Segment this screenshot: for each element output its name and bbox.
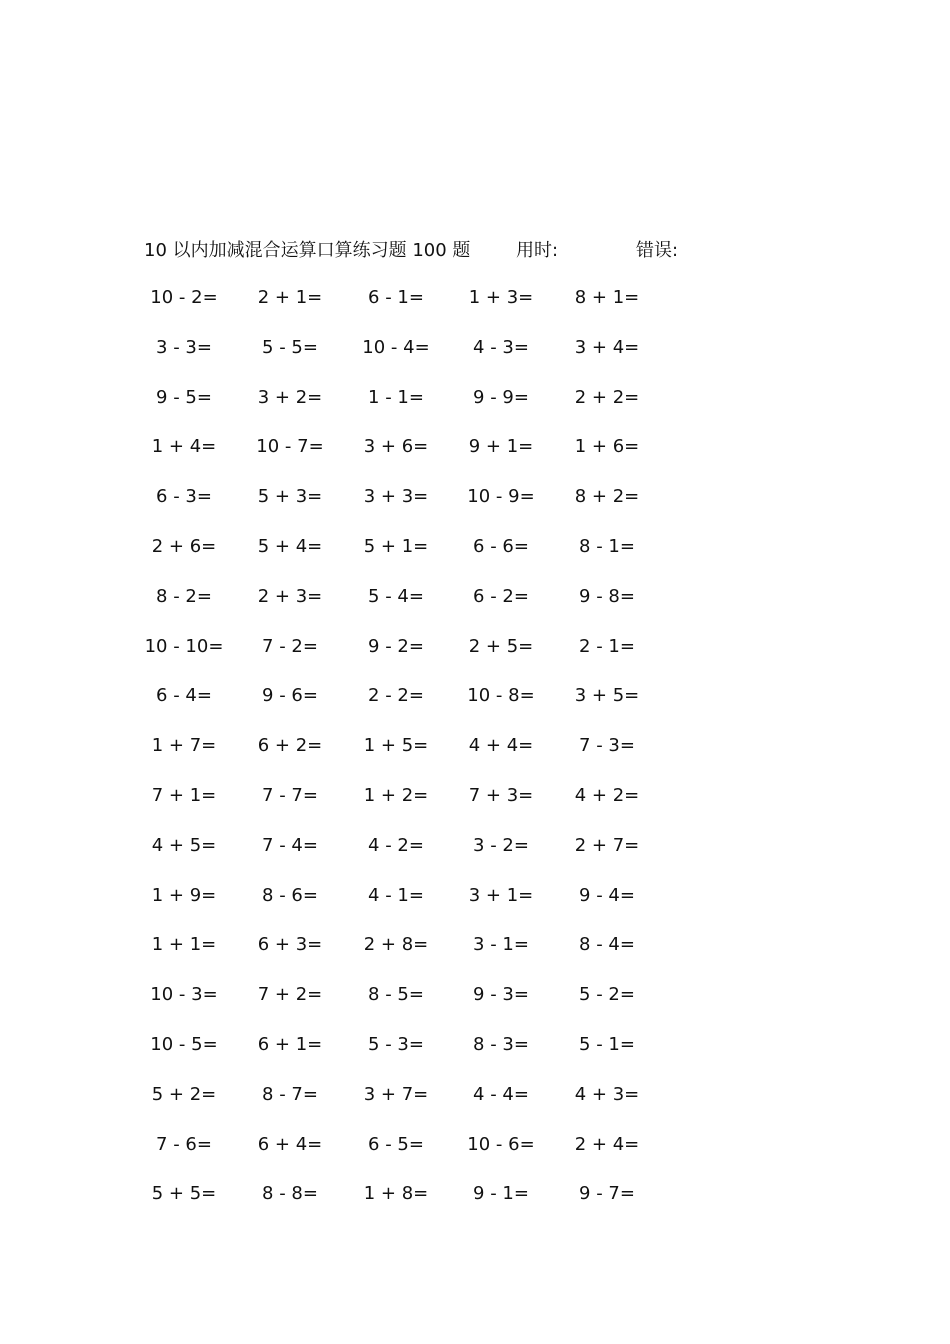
- problem-item: 8 - 5=: [368, 984, 424, 1006]
- problem-item: 10 - 9=: [467, 486, 535, 508]
- problem-item: 10 - 3=: [150, 984, 218, 1006]
- problem-item: 4 - 1=: [368, 884, 424, 906]
- problem-row: [144, 632, 684, 682]
- problem-row: [144, 383, 684, 433]
- problem-item: 8 - 4=: [579, 934, 635, 956]
- problem-row: [144, 930, 684, 980]
- problem-item: 6 - 3=: [156, 486, 212, 508]
- problem-item: 3 + 4=: [574, 336, 640, 358]
- problem-item: 3 + 7=: [363, 1083, 429, 1105]
- problem-item: 1 + 8=: [363, 1183, 429, 1205]
- problem-item: 10 - 10=: [144, 635, 224, 657]
- problem-item: 1 + 7=: [151, 735, 217, 757]
- problem-item: 9 - 8=: [579, 585, 635, 607]
- problem-row: [144, 681, 684, 731]
- problem-item: 7 - 7=: [262, 784, 318, 806]
- problem-item: 9 - 1=: [473, 1183, 529, 1205]
- problem-item: 6 + 2=: [257, 735, 323, 757]
- problem-item: 5 - 5=: [262, 336, 318, 358]
- problem-item: 9 - 7=: [579, 1183, 635, 1205]
- problem-item: 2 - 2=: [368, 685, 424, 707]
- problem-item: 3 + 3=: [363, 486, 429, 508]
- problem-item: 10 - 5=: [150, 1033, 218, 1055]
- problem-item: 6 + 4=: [257, 1133, 323, 1155]
- problem-row: [144, 881, 684, 931]
- problem-item: 7 - 2=: [262, 635, 318, 657]
- problem-item: 1 + 1=: [151, 934, 217, 956]
- problem-item: 3 - 3=: [156, 336, 212, 358]
- problem-item: 3 - 1=: [473, 934, 529, 956]
- worksheet-header: [144, 236, 764, 264]
- problem-item: 10 - 2=: [150, 287, 218, 308]
- problem-item: 9 - 9=: [473, 386, 529, 408]
- problem-item: 2 + 6=: [151, 535, 217, 557]
- problem-row: [144, 731, 684, 781]
- problem-item: 5 - 4=: [368, 585, 424, 607]
- problem-item: 3 + 1=: [468, 884, 534, 906]
- time-label: 用时:: [516, 240, 559, 261]
- problem-item: 4 - 3=: [473, 336, 529, 358]
- problem-item: 6 - 1=: [368, 287, 424, 308]
- problem-item: 6 + 3=: [257, 934, 323, 956]
- problem-item: 8 - 2=: [156, 585, 212, 607]
- problem-item: 5 + 3=: [257, 486, 323, 508]
- problem-item: 1 + 2=: [363, 784, 429, 806]
- problem-item: 6 - 5=: [368, 1133, 424, 1155]
- problem-row: [144, 482, 684, 532]
- problem-row: [144, 333, 684, 383]
- problem-item: 5 + 5=: [151, 1183, 217, 1205]
- problem-item: 2 - 1=: [579, 635, 635, 657]
- problem-item: 5 + 4=: [257, 535, 323, 557]
- problem-row: [144, 1030, 684, 1080]
- problem-item: 7 - 6=: [156, 1133, 212, 1155]
- problem-item: 4 + 4=: [468, 735, 534, 757]
- problem-item: 5 - 3=: [368, 1033, 424, 1055]
- problem-item: 4 + 5=: [151, 834, 217, 856]
- problem-item: 9 + 1=: [468, 436, 534, 458]
- problem-item: 8 + 1=: [574, 287, 640, 308]
- problem-item: 7 - 4=: [262, 834, 318, 856]
- problem-item: 8 - 3=: [473, 1033, 529, 1055]
- problem-item: 8 - 6=: [262, 884, 318, 906]
- problem-item: 3 + 2=: [257, 386, 323, 408]
- error-label: 错误:: [636, 240, 679, 261]
- problem-item: 7 + 2=: [257, 984, 323, 1006]
- problem-item: 7 - 3=: [579, 735, 635, 757]
- problem-item: 2 + 3=: [257, 585, 323, 607]
- problem-item: 1 + 3=: [468, 287, 534, 308]
- problem-item: 1 + 9=: [151, 884, 217, 906]
- problem-item: 6 - 4=: [156, 685, 212, 707]
- problem-grid: [144, 283, 684, 1229]
- problem-item: 10 - 4=: [362, 336, 430, 358]
- problem-row: [144, 831, 684, 881]
- problem-item: 1 + 4=: [151, 436, 217, 458]
- problem-item: 3 + 5=: [574, 685, 640, 707]
- problem-item: 7 + 1=: [151, 784, 217, 806]
- problem-item: 8 - 7=: [262, 1083, 318, 1105]
- problem-item: 5 + 2=: [151, 1083, 217, 1105]
- problem-item: 10 - 8=: [467, 685, 535, 707]
- problem-item: 6 - 2=: [473, 585, 529, 607]
- problem-item: 1 - 1=: [368, 386, 424, 408]
- problem-item: 9 - 5=: [156, 386, 212, 408]
- problem-item: 1 + 5=: [363, 735, 429, 757]
- problem-row: [144, 432, 684, 482]
- problem-item: 3 - 2=: [473, 834, 529, 856]
- problem-item: 6 - 6=: [473, 535, 529, 557]
- problem-item: 8 - 8=: [262, 1183, 318, 1205]
- problem-row: [144, 980, 684, 1030]
- problem-row: [144, 1080, 684, 1130]
- problem-item: 10 - 7=: [256, 436, 324, 458]
- problem-item: 8 - 1=: [579, 535, 635, 557]
- problem-item: 5 + 1=: [363, 535, 429, 557]
- problem-item: 2 + 5=: [468, 635, 534, 657]
- problem-row: [144, 1179, 684, 1229]
- worksheet-title: 10 以内加减混合运算口算练习题 100 题: [144, 240, 471, 261]
- problem-item: 10 - 6=: [467, 1133, 535, 1155]
- problem-item: 2 + 4=: [574, 1133, 640, 1155]
- problem-item: 6 + 1=: [257, 1033, 323, 1055]
- problem-item: 2 + 8=: [363, 934, 429, 956]
- problem-item: 9 - 6=: [262, 685, 318, 707]
- problem-item: 9 - 4=: [579, 884, 635, 906]
- problem-item: 2 + 7=: [574, 834, 640, 856]
- problem-item: 5 - 2=: [579, 984, 635, 1006]
- problem-item: 2 + 1=: [257, 287, 323, 308]
- problem-item: 2 + 2=: [574, 386, 640, 408]
- problem-item: 4 + 3=: [574, 1083, 640, 1105]
- problem-item: 8 + 2=: [574, 486, 640, 508]
- problem-item: 1 + 6=: [574, 436, 640, 458]
- problem-row: [144, 283, 684, 333]
- problem-item: 7 + 3=: [468, 784, 534, 806]
- problem-item: 3 + 6=: [363, 436, 429, 458]
- problem-row: [144, 781, 684, 831]
- problem-item: 9 - 3=: [473, 984, 529, 1006]
- problem-item: 4 - 2=: [368, 834, 424, 856]
- problem-item: 9 - 2=: [368, 635, 424, 657]
- problem-row: [144, 532, 684, 582]
- problem-row: [144, 582, 684, 632]
- problem-item: 4 + 2=: [574, 784, 640, 806]
- problem-item: 5 - 1=: [579, 1033, 635, 1055]
- problem-item: 4 - 4=: [473, 1083, 529, 1105]
- problem-row: [144, 1130, 684, 1180]
